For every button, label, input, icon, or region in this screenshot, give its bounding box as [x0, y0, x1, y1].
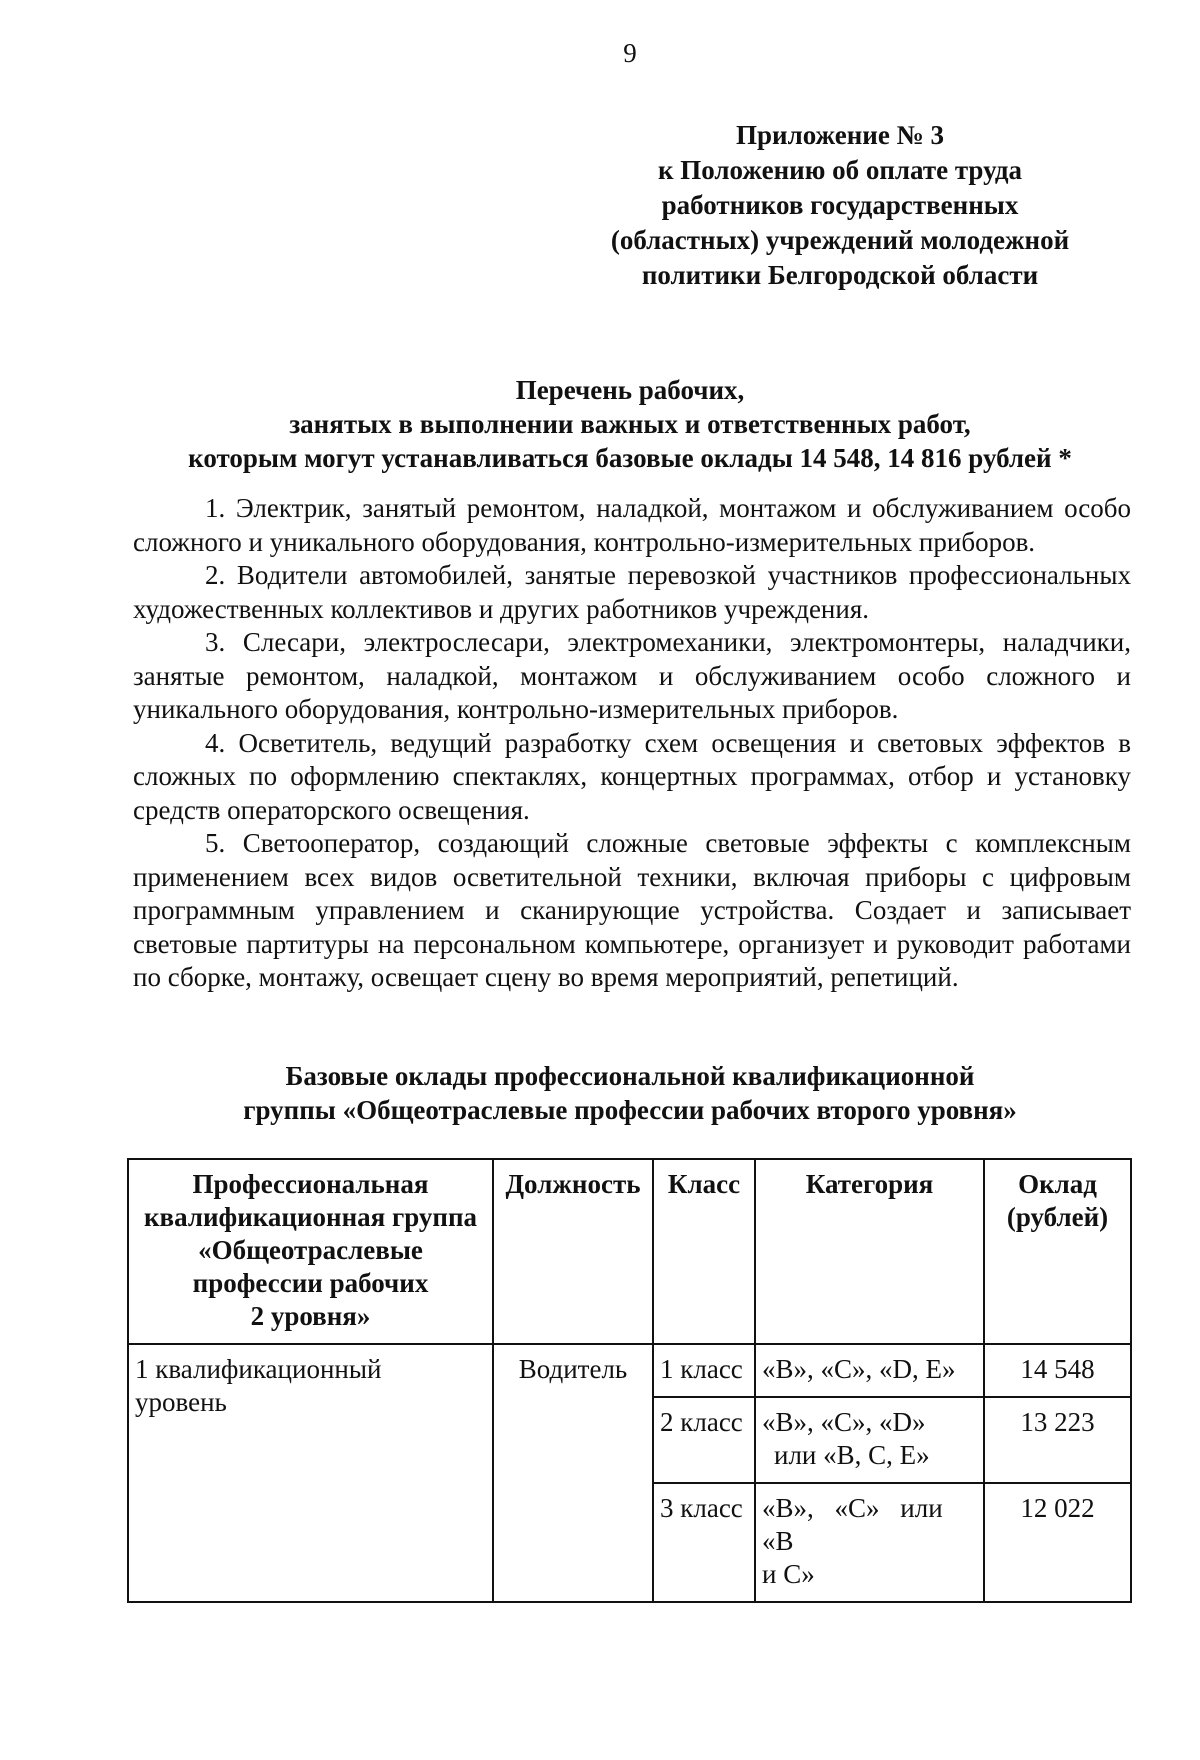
list-title-line: Перечень рабочих, — [515, 375, 745, 405]
salary-cell: 14 548 — [984, 1344, 1131, 1397]
page-number: 9 — [623, 38, 637, 68]
category-cell: «В», «С», «D, Е» — [755, 1344, 984, 1397]
header-salary: Оклад (рублей) — [984, 1159, 1131, 1344]
appendix-line: Приложение № 3 — [736, 120, 944, 150]
salary-cell: 12 022 — [984, 1483, 1131, 1602]
class-cell: 3 класс — [653, 1483, 755, 1602]
header-group: Профессиональная квалификационная группа «Общеотраслевые профессии рабочих 2 уровня» — [128, 1159, 493, 1344]
salary-table — [127, 1158, 1132, 1603]
appendix-line: работников государственных — [661, 190, 1019, 220]
category-cell: «В», «С», «D» или «В, С, Е» — [755, 1397, 984, 1483]
table-title — [120, 1059, 1140, 1127]
appendix-heading — [570, 118, 1110, 293]
class-cell: 2 класс — [653, 1397, 755, 1483]
items-list — [133, 492, 1131, 995]
header-category: Категория — [755, 1159, 984, 1344]
list-item: 4. Осветитель, ведущий разработку схем освещения и световых эффектов в сложных по оформлению спектаклях, концертных программах, отбор и установку средств операторского освещения. — [133, 727, 1131, 825]
header-class: Класс — [653, 1159, 755, 1344]
category-cell: «В», «С» или «В и С» — [755, 1483, 984, 1602]
table-header-row — [128, 1159, 1131, 1344]
list-title-line: которым могут устанавливаться базовые оклады 14 548, 14 816 рублей * — [188, 443, 1072, 473]
list-item: 1. Электрик, занятый ремонтом, наладкой, монтажом и обслуживанием особо сложного и уникального оборудования, контрольно-измерительных приборов. — [133, 493, 1131, 557]
table-title-line: Базовые оклады профессиональной квалификационной — [285, 1061, 975, 1091]
list-title-line: занятых в выполнении важных и ответственных работ, — [289, 409, 971, 439]
appendix-line: (областных) учреждений молодежной — [610, 225, 1070, 255]
table-title-line: группы «Общеотраслевые профессии рабочих второго уровня» — [243, 1095, 1017, 1125]
list-item: 3. Слесари, электрослесари, электромеханики, электромонтеры, наладчики, занятые ремонтом, наладкой, монтажом и обслуживанием особо сложного и уникального оборудования, контрольно-измерительных приборов. — [133, 627, 1131, 724]
list-item: 2. Водители автомобилей, занятые перевозкой участников профессиональных художественных коллективов и других работников учреждения. — [133, 560, 1131, 624]
table-row — [128, 1344, 1131, 1397]
appendix-line: политики Белгородской области — [641, 260, 1039, 290]
appendix-line: к Положению об оплате труда — [657, 155, 1023, 185]
position-cell: Водитель — [493, 1344, 653, 1602]
salary-cell: 13 223 — [984, 1397, 1131, 1483]
group-cell: 1 квалификационный уровень — [128, 1344, 493, 1602]
header-position: Должность — [493, 1159, 653, 1344]
list-item: 5. Светооператор, создающий сложные световые эффекты с комплексным применением всех видов осветительной техники, включая приборы с цифровым программным управлением и сканирующие устройства. Создает и записывает световые партитуры на персональном компьютере, организует и руководит работами по сборке, монтажу, освещает сцену во время мероприятий, репетиций. — [133, 828, 1131, 992]
class-cell: 1 класс — [653, 1344, 755, 1397]
list-title — [120, 373, 1140, 475]
